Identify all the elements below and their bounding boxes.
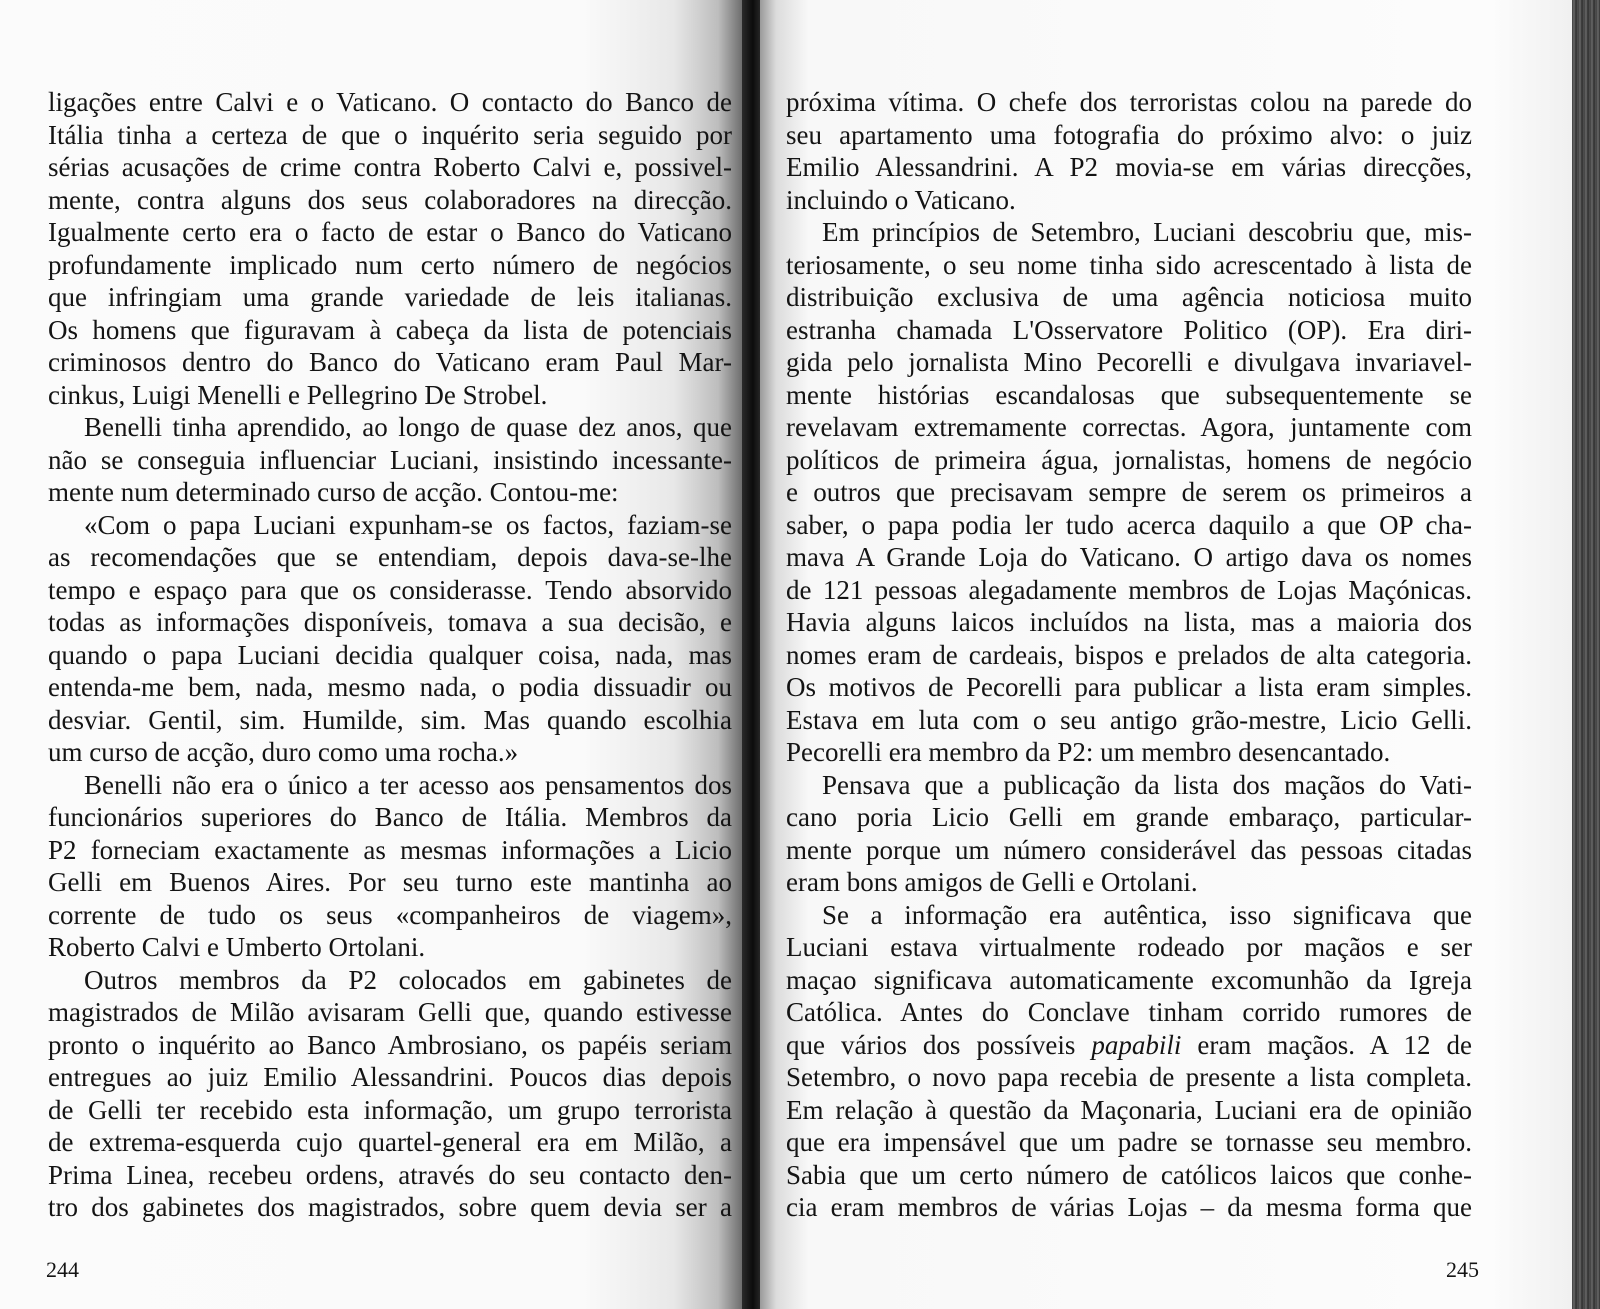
text-line: distribuição exclusiva de uma agência noticiosa muito [786,282,1472,312]
text-line: Emilio Alessandrini. A P2 movia-se em várias direcções, [786,152,1472,182]
text-line: Gelli em Buenos Aires. Por seu turno este mantinha ao [48,867,732,897]
text-line: maçao significava automaticamente excomunhão da Igreja [786,964,1472,995]
text-line: estranha chamada L'Osservatore Politico (OP). Era diri- [786,314,1472,345]
text-line: teriosamente, o seu nome tinha sido acrescentado à lista de [786,249,1472,280]
text-line: entregues ao juiz Emilio Alessandrini. Poucos dias depois [48,1062,732,1092]
page-number: 244 [46,1257,79,1282]
text-line: tempo e espaço para que os considerasse. Tendo absorvido [48,574,732,605]
text-line: cano poria Licio Gelli em grande embaraço, particular- [786,802,1472,832]
text-line: gida pelo jornalista Mino Pecorelli e divulgava invariavel- [786,347,1472,377]
text-line: quando o papa Luciani decidia qualquer coisa, nada, mas [48,639,732,670]
text-line: Benelli não era o único a ter acesso aos pensamentos dos [84,769,732,800]
text-line: e outros que precisavam sempre de serem os primeiros a [786,477,1472,507]
text-line: Roberto Calvi e Umberto Ortolani. [48,932,426,962]
text-line: sérias acusações de crime contra Roberto Calvi e, possivel- [48,152,732,182]
left-page-text [48,86,732,1224]
text-line: mente, contra alguns dos seus colaboradores na direcção. [48,184,732,215]
right-page-text [786,86,1472,1224]
text-line: Luciani estava virtualmente rodeado por maçãos e ser [786,932,1472,962]
text-line: pronto o inquérito ao Banco Ambrosiano, os papéis seriam [48,1029,732,1060]
text-line: Estava em luta com o seu antigo grão-mestre, Licio Gelli. [786,704,1472,735]
text-line: funcionários superiores do Banco de Itália. Membros da [48,802,732,832]
text-line: incluindo o Vaticano. [786,184,1016,215]
text-line: «Com o papa Luciani expunham-se os factos, faziam-se [84,509,732,540]
text-line: que era impensável que um padre se tornasse seu membro. [786,1127,1472,1157]
text-line: corrente de tudo os seus «companheiros de viagem», [48,899,732,930]
text-line: entenda-me bem, nada, mesmo nada, o podia dissuadir ou [48,672,732,702]
text-line: Se a informação era autêntica, isso significava que [822,899,1472,930]
text-line [786,1029,1472,1062]
text-line: mente num determinado curso de acção. Contou-me: [48,477,619,507]
text-line: Em princípios de Setembro, Luciani descobriu que, mis- [822,217,1472,247]
text-line: saber, o papa podia ler tudo acerca daquilo a que OP cha- [786,509,1472,540]
text-line-start: que vários dos possíveis [786,1029,1092,1060]
text-line: magistrados de Milão avisaram Gelli que, quando estivesse [48,997,732,1027]
text-line-end: eram maçãos. A 12 de [1181,1029,1472,1060]
text-line: Prima Linea, recebeu ordens, através do seu contacto den- [48,1159,732,1190]
page-number: 245 [1446,1257,1479,1282]
italic-term: papabili [1091,1029,1182,1060]
text-line: cinkus, Luigi Menelli e Pellegrino De Strobel. [48,379,548,410]
text-line: desviar. Gentil, sim. Humilde, sim. Mas quando escolhia [48,704,732,735]
text-line: criminosos dentro do Banco do Vaticano eram Paul Mar- [48,347,732,377]
text-line: Os homens que figuravam à cabeça da lista de potenciais [48,314,732,345]
text-line: mente porque um número considerável das pessoas citadas [786,834,1472,865]
text-line: um curso de acção, duro como uma rocha.» [48,737,519,767]
text-line: Igualmente certo era o facto de estar o Banco do Vaticano [48,217,732,247]
text-line: de 121 pessoas alegadamente membros de Lojas Maçónicas. [786,574,1472,605]
text-line: Pensava que a publicação da lista dos maçãos do Vati- [822,769,1472,800]
text-line: cia eram membros de várias Lojas – da mesma forma que [786,1192,1472,1222]
text-line: de Gelli ter recebido esta informação, um grupo terrorista [48,1094,732,1125]
text-line: que infringiam uma grande variedade de leis italianas. [48,282,732,312]
text-line: Pecorelli era membro da P2: um membro desencantado. [786,737,1391,767]
text-line: todas as informações disponíveis, tomava a sua decisão, e [48,607,732,637]
page-stack-edge [1572,0,1600,1309]
text-line: eram bons amigos de Gelli e Ortolani. [786,867,1198,897]
text-line: tro dos gabinetes dos magistrados, sobre quem devia ser a [48,1192,732,1222]
text-line: próxima vítima. O chefe dos terroristas colou na parede do [786,87,1472,117]
text-line: mava A Grande Loja do Vaticano. O artigo dava os nomes [786,542,1472,572]
text-line: as recomendações que se entendiam, depois dava-se-lhe [48,542,732,572]
text-line: Em relação à questão da Maçonaria, Luciani era de opinião [786,1094,1472,1125]
text-line: seu apartamento uma fotografia do próximo alvo: o juiz [786,119,1472,150]
text-line: P2 forneciam exactamente as mesmas informações a Licio [48,834,732,865]
right-page [760,0,1572,1309]
text-line: Católica. Antes do Conclave tinham corrido rumores de [786,997,1472,1027]
text-line: profundamente implicado num certo número de negócios [48,249,732,280]
text-line: Outros membros da P2 colocados em gabinetes de [84,964,732,995]
text-line: não se conseguia influenciar Luciani, insistindo incessante- [48,444,732,475]
text-line: Sabia que um certo número de católicos laicos que conhe- [786,1159,1472,1190]
text-line: revelavam extremamente correctas. Agora, juntamente com [786,412,1472,442]
text-line: Havia alguns laicos incluídos na lista, mas a maioria dos [786,607,1472,637]
text-line: mente histórias escandalosas que subsequentemente se [786,379,1472,410]
text-line: Itália tinha a certeza de que o inquérito seria seguido por [48,119,732,150]
text-line: ligações entre Calvi e o Vaticano. O contacto do Banco de [48,87,732,117]
text-line: Benelli tinha aprendido, ao longo de quase dez anos, que [84,412,732,442]
text-line: de extrema-esquerda cujo quartel-general era em Milão, a [48,1127,732,1157]
left-page [0,0,748,1309]
text-line: políticos de primeira água, jornalistas, homens de negócio [786,444,1472,475]
text-line: Setembro, o novo papa recebia de presente a lista completa. [786,1062,1472,1092]
text-line: nomes eram de cardeais, bispos e prelados de alta categoria. [786,639,1472,670]
text-line: Os motivos de Pecorelli para publicar a lista eram simples. [786,672,1472,702]
